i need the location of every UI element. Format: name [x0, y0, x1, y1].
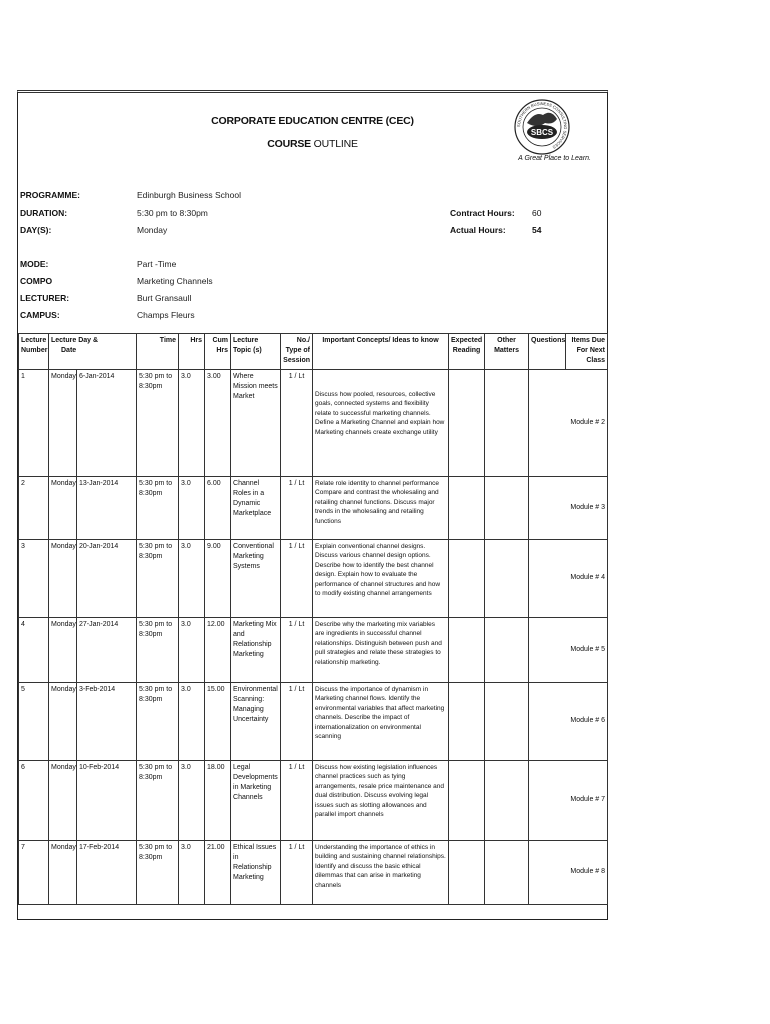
row-cum-hrs: 3.00 [205, 370, 231, 477]
logo-ring-text: SOUTHERN BUSINESS CONSULTING SERVICES [515, 100, 569, 150]
col-items-due: Items Due For Next Class [566, 334, 608, 370]
row-day: Monday [49, 683, 77, 761]
col-reading: Expected Reading [449, 334, 485, 370]
row-cum-hrs: 18.00 [205, 761, 231, 841]
table-row [19, 618, 608, 683]
row-hrs: 3.0 [179, 841, 205, 905]
row-day: Monday [49, 841, 77, 905]
row-topic: Where Mission meets Market [231, 370, 281, 477]
row-type: 1 / Lt [281, 540, 313, 618]
row-date: 3-Feb-2014 [77, 683, 137, 761]
row-number: 5 [19, 683, 49, 761]
row-time: 5:30 pm to 8:30pm [137, 477, 179, 540]
row-other [485, 618, 529, 683]
lecturer-label: LECTURER: [20, 293, 70, 303]
row-day: Monday [49, 370, 77, 477]
row-reading [449, 540, 485, 618]
col-topic: Lecture Topic (s) [231, 334, 281, 370]
row-concepts: Relate role identity to channel performance Compare and contrast the wholesaling and retailing channel functions. Discuss major trends in the wholesaling and retailing functions [313, 477, 449, 540]
days-label: DAY(S): [20, 225, 52, 235]
table-row [19, 761, 608, 841]
table-header-row [19, 334, 608, 370]
row-hrs: 3.0 [179, 683, 205, 761]
row-date: 27-Jan-2014 [77, 618, 137, 683]
actual-hours-label: Actual Hours: [450, 225, 506, 235]
row-number: 2 [19, 477, 49, 540]
row-concepts: Explain conventional channel designs. Discuss various channel design options. Describe how to identify the best channel design. Explain how to evaluate the performance of channel structures and how to modify existing channel arrangements [313, 540, 449, 618]
row-cum-hrs: 12.00 [205, 618, 231, 683]
row-hrs: 3.0 [179, 370, 205, 477]
row-number: 6 [19, 761, 49, 841]
row-concepts: Understanding the importance of ethics in building and sustaining channel relationships. Identify and discuss the basic ethical dilemmas that can arise in marketing channels [313, 841, 449, 905]
row-type: 1 / Lt [281, 618, 313, 683]
row-type: 1 / Lt [281, 370, 313, 477]
duration-label: DURATION: [20, 208, 68, 218]
col-type: No./ Type of Session [281, 334, 313, 370]
row-type: 1 / Lt [281, 761, 313, 841]
row-topic: Marketing Mix and Relationship Marketing [231, 618, 281, 683]
row-reading [449, 477, 485, 540]
logo-text: SBCS [530, 128, 554, 137]
row-items-due: Module # 6 [529, 683, 608, 761]
row-date: 17-Feb-2014 [77, 841, 137, 905]
row-concepts: Discuss the importance of dynamism in Marketing channel flows. Identify the environmental variables that affect marketing channels. Describe the impact of internationalization on environmental scanning [313, 683, 449, 761]
row-hrs: 3.0 [179, 477, 205, 540]
row-hrs: 3.0 [179, 618, 205, 683]
row-cum-hrs: 6.00 [205, 477, 231, 540]
subtitle-bold: COURSE [267, 138, 311, 150]
row-items-due: Module # 5 [529, 618, 608, 683]
subtitle-rest: OUTLINE [313, 138, 358, 150]
col-time: Time [137, 334, 179, 370]
row-day: Monday [49, 477, 77, 540]
row-type: 1 / Lt [281, 477, 313, 540]
row-items-due: Module # 7 [529, 761, 608, 841]
row-hrs: 3.0 [179, 761, 205, 841]
row-time: 5:30 pm to 8:30pm [137, 841, 179, 905]
row-time: 5:30 pm to 8:30pm [137, 761, 179, 841]
row-topic: Ethical Issues in Relationship Marketing [231, 841, 281, 905]
row-concepts: Discuss how existing legislation influences channel practices such as tying arrangements, resale price maintenance and dual distribution. Discuss evolving legal issues such as slotting allowances and parallel import channels [313, 761, 449, 841]
row-date: 20-Jan-2014 [77, 540, 137, 618]
col-cum-hrs: Cum Hrs [205, 334, 231, 370]
row-other [485, 370, 529, 477]
programme-value: Edinburgh Business School [137, 190, 241, 200]
row-topic: Environmental Scanning: Managing Uncertainty [231, 683, 281, 761]
col-lecture-day: Lecture Day & [51, 337, 99, 344]
row-reading [449, 761, 485, 841]
row-reading [449, 683, 485, 761]
col-lecture-number: Lecture Number [19, 334, 49, 370]
row-type: 1 / Lt [281, 841, 313, 905]
actual-hours-value: 54 [532, 225, 542, 235]
row-number: 3 [19, 540, 49, 618]
col-other: Other Matters [485, 334, 529, 370]
row-day: Monday [49, 761, 77, 841]
row-reading [449, 841, 485, 905]
row-cum-hrs: 9.00 [205, 540, 231, 618]
days-value: Monday [137, 225, 168, 235]
col-date: Date [61, 347, 77, 355]
row-type: 1 / Lt [281, 683, 313, 761]
table-row [19, 540, 608, 618]
row-items-due: Module # 8 [529, 841, 608, 905]
row-topic: Channel Roles in a Dynamic Marketplace [231, 477, 281, 540]
row-date: 10-Feb-2014 [77, 761, 137, 841]
row-concepts: Discuss how pooled, resources, collective goals, connected systems and flexibility relate to successful marketing channels. Define a Marketing Channel and explain how Marketing channels create exchange utility [313, 370, 449, 477]
table-row [19, 683, 608, 761]
schedule-table [18, 333, 608, 905]
sbcs-logo [513, 99, 571, 155]
row-time: 5:30 pm to 8:30pm [137, 370, 179, 477]
course-outline-page [17, 90, 608, 920]
page-title: CORPORATE EDUCATION CENTRE (CEC) [211, 115, 414, 127]
row-other [485, 683, 529, 761]
row-hrs: 3.0 [179, 540, 205, 618]
row-day: Monday [49, 540, 77, 618]
row-number: 1 [19, 370, 49, 477]
row-items-due: Module # 3 [529, 477, 608, 540]
compo-label: COMPO [20, 276, 53, 286]
row-other [485, 540, 529, 618]
row-other [485, 761, 529, 841]
tagline: A Great Place to Learn. [518, 155, 591, 162]
table-row [19, 477, 608, 540]
contract-hours-value: 60 [532, 208, 542, 218]
row-number: 7 [19, 841, 49, 905]
col-questions: Questions [529, 334, 566, 370]
row-reading [449, 618, 485, 683]
campus-value: Champs Fleurs [137, 310, 195, 320]
row-date: 6-Jan-2014 [77, 370, 137, 477]
row-other [485, 477, 529, 540]
row-concepts: Describe why the marketing mix variables are ingredients in successful channel relationships. Distinguish between push and pull strategies and relate these strategies to relationship marketing. [313, 618, 449, 683]
row-time: 5:30 pm to 8:30pm [137, 540, 179, 618]
programme-label: PROGRAMME: [20, 190, 80, 200]
row-cum-hrs: 15.00 [205, 683, 231, 761]
row-items-due: Module # 2 [529, 370, 608, 477]
row-cum-hrs: 21.00 [205, 841, 231, 905]
row-number: 4 [19, 618, 49, 683]
row-items-due: Module # 4 [529, 540, 608, 618]
table-row [19, 841, 608, 905]
col-concepts: Important Concepts/ Ideas to know [313, 334, 449, 370]
row-day: Monday [49, 618, 77, 683]
row-reading [449, 370, 485, 477]
col-lecture-day-date [49, 334, 137, 370]
campus-label: CAMPUS: [20, 310, 60, 320]
row-topic: Legal Developments in Marketing Channels [231, 761, 281, 841]
row-time: 5:30 pm to 8:30pm [137, 683, 179, 761]
duration-value: 5:30 pm to 8:30pm [137, 208, 208, 218]
compo-value: Marketing Channels [137, 276, 213, 286]
col-hrs: Hrs [179, 334, 205, 370]
row-topic: Conventional Marketing Systems [231, 540, 281, 618]
mode-value: Part -Time [137, 259, 177, 269]
row-date: 13-Jan-2014 [77, 477, 137, 540]
mode-label: MODE: [20, 259, 49, 269]
table-row [19, 370, 608, 477]
lecturer-value: Burt Gransaull [137, 293, 192, 303]
row-other [485, 841, 529, 905]
row-time: 5:30 pm to 8:30pm [137, 618, 179, 683]
contract-hours-label: Contract Hours: [450, 208, 515, 218]
